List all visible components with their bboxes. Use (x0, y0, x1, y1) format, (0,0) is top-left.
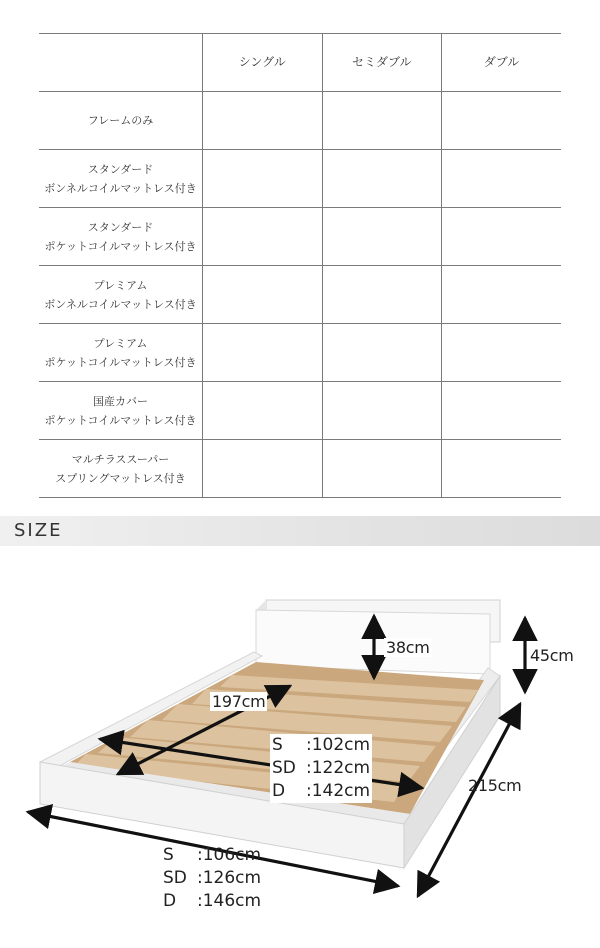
row-label (39, 92, 203, 150)
row-label-line: スタンダード (87, 162, 154, 176)
table-row (39, 440, 561, 498)
row-label-line: スプリングマットレス付き (55, 471, 186, 485)
row-label-line: スタンダード (87, 220, 154, 234)
table-cell (203, 382, 323, 440)
inner-width-labels (270, 734, 372, 803)
inner-width-single: S :102cm (272, 735, 371, 755)
row-label-line: ポケットコイルマットレス付き (44, 239, 197, 253)
row-label-line: ボンネルコイルマットレス付き (44, 181, 197, 195)
table-cell (322, 150, 442, 208)
row-label (39, 208, 203, 266)
inner-width-semi-double: SD :122cm (272, 758, 371, 778)
row-label-line: フレームのみ (87, 114, 154, 127)
bed-size-diagram (0, 556, 600, 944)
column-header-single: シングル (203, 34, 323, 92)
table-row (39, 324, 561, 382)
table-cell (442, 150, 562, 208)
table-cell (322, 92, 442, 150)
table-cell (442, 324, 562, 382)
inner-length-label: 197cm (212, 692, 266, 711)
table-row (39, 382, 561, 440)
row-label (39, 150, 203, 208)
price-table (39, 33, 561, 498)
row-label (39, 266, 203, 324)
row-label-line: プレミアム (93, 336, 148, 350)
row-label-line: ボンネルコイルマットレス付き (44, 297, 197, 311)
table-cell (442, 92, 562, 150)
row-label (39, 382, 203, 440)
row-label (39, 324, 203, 382)
outer-width-semi-double: SD :126cm (163, 868, 262, 888)
table-cell (442, 382, 562, 440)
table-cell (203, 208, 323, 266)
headboard-height-label: 38cm (386, 638, 430, 657)
table-cell (322, 208, 442, 266)
table-cell (322, 324, 442, 382)
outer-length-label: 215cm (468, 776, 522, 795)
table-cell (203, 92, 323, 150)
table-cell (442, 440, 562, 498)
outer-width-single: S :106cm (163, 845, 262, 865)
table-cell (442, 266, 562, 324)
row-label-line: ポケットコイルマットレス付き (44, 413, 197, 427)
row-label-line: プレミアム (93, 278, 148, 292)
table-corner-cell (39, 34, 203, 92)
headboard (256, 600, 500, 674)
size-title: SIZE (14, 520, 63, 541)
table-cell (203, 324, 323, 382)
table-row (39, 208, 561, 266)
outer-width-labels (163, 844, 261, 913)
table-cell (322, 382, 442, 440)
table-header-row (39, 34, 561, 92)
outer-width-double: D :146cm (163, 891, 262, 911)
row-label-line: 国産カバー (93, 394, 148, 408)
row-label-line: ポケットコイルマットレス付き (44, 355, 197, 369)
size-section-header (0, 516, 600, 546)
table-row (39, 92, 561, 150)
row-label (39, 440, 203, 498)
table-row (39, 150, 561, 208)
frame-height-label: 45cm (530, 646, 574, 665)
table-cell (203, 266, 323, 324)
table-cell (322, 440, 442, 498)
column-header-double: ダブル (442, 34, 562, 92)
table-cell (322, 266, 442, 324)
column-header-semi-double: セミダブル (322, 34, 442, 92)
row-label-line: マルチラススーパー (71, 452, 170, 466)
table-cell (442, 208, 562, 266)
inner-width-double: D :142cm (272, 781, 371, 801)
table-cell (203, 150, 323, 208)
table-row (39, 266, 561, 324)
table-cell (203, 440, 323, 498)
